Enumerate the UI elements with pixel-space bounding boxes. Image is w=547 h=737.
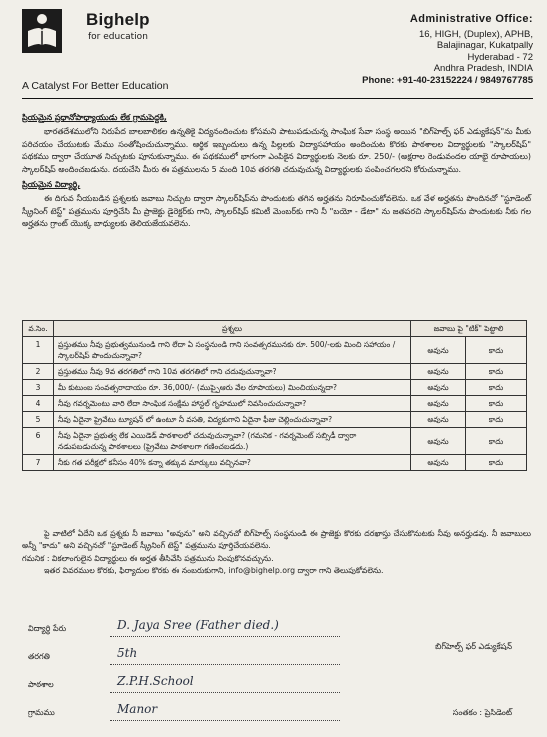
row-number: 3 <box>23 380 54 396</box>
answer-no[interactable]: కాదు <box>466 337 527 364</box>
tagline: A Catalyst For Better Education <box>22 80 169 92</box>
class-label: తరగతి <box>28 652 50 661</box>
name-label: విద్యార్థి పేరు <box>28 624 67 633</box>
name-line <box>110 636 340 637</box>
president-signature: సంతకం : ప్రెసిడెంట్ <box>452 708 512 717</box>
table-row <box>23 396 527 412</box>
village-label: గ్రామము <box>28 708 55 717</box>
form-row-school <box>22 674 532 702</box>
intro-paragraph: భారతదేశములోని నిరుపేద బాలబాలికల ఉన్నతికై విద్యనందించుట కోసమని పాటుపడుచున్న సాంఘిక సేవా సంస్థ అయిన "బిగ్‌హెల్ప్ ఫర్ ఎడ్యుకేషన్"ను మీకు పరిచయం చేయుటకు మేము సంతోషించుచున్నాము. ఆర్థిక ఇబ్బందులు ఉన్న పిల్లలకు విద్యాసహాయం అందించుట కొరకు పాఠశాలల విద్యార్థులకు "స్కాలర్‌షిప్" పథకము ద్వారా చేయూత నిచ్చుటకు పూనుకున్నాము. ఈ పథకములో భాగంగా ఎంపికైన విద్యార్థులకు నెలకు రూ. 250/- (అక్షరాల రెండువందల యాభై రూపాయలు) స్కాలర్‌షిప్ అందించబడును. దయచేసి మీరు ఈ పత్రములను 5 మంది 10వ తరగతి చదువుచున్న విద్యార్థులకు పంపించగలరని కోరుచున్నాము. <box>22 127 531 174</box>
answer-no[interactable]: కాదు <box>466 380 527 396</box>
address-line: Balajinagar, Kukatpally <box>436 40 533 51</box>
answer-yes[interactable]: అవును <box>411 380 466 396</box>
answer-yes[interactable]: అవును <box>411 396 466 412</box>
letter-body <box>22 112 531 234</box>
answer-yes[interactable]: అవును <box>411 364 466 380</box>
answer-no[interactable]: కాదు <box>466 428 527 455</box>
table-row <box>23 380 527 396</box>
answer-yes[interactable]: అవును <box>411 455 466 471</box>
answer-no[interactable]: కాదు <box>466 412 527 428</box>
class-value[interactable]: 5th <box>117 646 138 660</box>
note-remark: గమనిక : వికలాంగులైన విద్యార్థులు ఈ అర్హత తీసివేసి పత్రమును నింపుకొనవచ్చును. <box>22 553 274 563</box>
row-number: 4 <box>23 396 54 412</box>
table-row <box>23 412 527 428</box>
student-details-form <box>22 618 532 730</box>
office-title: Administrative Office: <box>409 13 533 25</box>
address-line: 16, HIGH, (Duplex), APHB, <box>418 28 533 40</box>
row-question: మీ కుటుంబ సంవత్సరాదాయం రూ. 36,000/- (ముప్పైఆరు వేల రూపాయలు) మించియున్నదా? <box>54 380 411 396</box>
row-number: 6 <box>23 428 54 455</box>
student-salutation: ప్రియమైన విద్యార్థి, <box>22 180 81 190</box>
row-number: 1 <box>23 337 54 364</box>
instructions-paragraph: ఈ దిగువ నీయబడిన ప్రశ్నలకు జవాబు నిచ్చుట ద్వారా స్కాలర్‌షిప్‌ను పొందుటకు తగిన అర్హతను నిరూపించుకోవలెను. ఒక వేళ అర్హతను పొందినచో "స్టూడెంట్ స్క్రీనింగ్ టెస్ట్" పత్రమును పూర్తిచేసి మీ ప్రాజెక్టు డైరెక్టర్‌కు గాని, స్కాలర్‌షిప్ కమిటీ మెంబర్‌కు గాని నీ "బయో - డేటా" ను జతపరచి స్కాలర్‌షిప్‌ను పొందుటకు నీకు గల అర్హతను గ్రాంట్ యొక్క బాధ్యులకు తెలియజేయవలెను. <box>22 194 531 229</box>
answer-no[interactable]: కాదు <box>466 455 527 471</box>
note-paragraph: పై వాటిలో ఏదేని ఒక ప్రశ్నకు నీ జవాబు "అవును" అని వచ్చినచో బిగ్‌హెల్ప్ సంస్థనుండి ఈ ప్రాజెక్టు కొరకు దరఖాస్తు చేసుకొనుటకు నీవు అనర్హుడవు. నీ జవాబులు అన్నీ "కాదు" అని వచ్చినచో "స్టూడెంట్ స్క్రీనింగ్ టెస్ట్" పత్రమును పూర్తిచేయవలెను. <box>22 529 531 550</box>
office-address-block <box>313 14 533 86</box>
brand-name: Bighelp <box>86 10 150 29</box>
org-signatory: బిగ్‌హెల్ప్ ఫర్ ఎడ్యుకేషన్ <box>435 642 512 651</box>
name-value[interactable]: D. Jaya Sree (Father died.) <box>117 618 279 632</box>
row-question: నీకు గత పరీక్షలో కనీసం 40% కన్నా తక్కువ మార్కులు వచ్చినవా? <box>54 455 411 471</box>
table-row <box>23 364 527 380</box>
school-value[interactable]: Z.P.H.School <box>117 674 194 688</box>
eligibility-table <box>22 320 527 471</box>
table-row <box>23 337 527 364</box>
row-question: ప్రస్తుతము నీవు 9వ తరగతిలో గాని 10వ తరగతిలో గాని చదువుచున్నావా? <box>54 364 411 380</box>
village-line <box>110 720 340 721</box>
table-row <box>23 428 527 455</box>
village-value[interactable]: Manor <box>117 702 158 716</box>
header-divider <box>22 98 533 99</box>
row-question: నీవు ఏదైనా ప్రభుత్వ లేక ఎయిడెడ్ పాఠశాలలో చదువుచున్నావా? (గమనిక - గవర్నమెంట్ సబ్సిడీ ద్వారా నడుపబడుచున్న పాఠశాలలు (ప్రైవేటు పాఠశాలగా గణించబడదు.) <box>54 428 411 455</box>
table-row <box>23 455 527 471</box>
school-line <box>110 692 340 693</box>
address-line: Andhra Pradesh, INDIA <box>433 63 533 74</box>
salutation: ప్రియమైన ప్రధానోపాధ్యాయుడు లేక గ్రామపెద్దకి, <box>22 113 167 122</box>
contact-paragraph: ఇతర వివరముల కొరకు, ఫిర్యాదుల కొరకు ఈ నంబరుకుగాని, info@bighelp.org ద్వారా గాని తెలుపుకోవలెను. <box>44 566 384 576</box>
brand-subtitle: for education <box>88 32 148 42</box>
row-question: నీవు గవర్నమెంటు వారి లేదా సాంఘిక సంక్షేమ హాస్టల్ గృహములో నివసించుచున్నావా? <box>54 396 411 412</box>
answer-no[interactable]: కాదు <box>466 396 527 412</box>
address-line: Hyderabad - 72 <box>467 51 533 63</box>
answer-yes[interactable]: అవును <box>411 428 466 455</box>
row-number: 7 <box>23 455 54 471</box>
book-person-logo-icon <box>22 9 62 53</box>
answer-no[interactable]: కాదు <box>466 364 527 380</box>
answer-yes[interactable]: అవును <box>411 412 466 428</box>
answer-yes[interactable]: అవును <box>411 337 466 364</box>
row-question: నీవు ఏదైనా ప్రైవేటు ట్యూషన్ లో ఉంటూ నీ వసతి, విద్యకుగాని ఏదైనా ఫీజు చెల్లించుచున్నావా? <box>54 412 411 428</box>
col-number: వ.సెం. <box>23 321 54 337</box>
row-number: 5 <box>23 412 54 428</box>
row-number: 2 <box>23 364 54 380</box>
class-line <box>110 664 340 665</box>
phone-number: Phone: +91-40-23152224 / 9849767785 <box>362 74 533 86</box>
notes-block <box>22 528 531 578</box>
col-question: ప్రశ్నలు <box>54 321 411 337</box>
col-answer: జవాబు పై "టిక్" పెట్టాలి <box>411 321 527 337</box>
school-label: పాఠశాల <box>28 680 54 689</box>
row-question: ప్రస్తుతము నీవు ప్రభుత్వమునుండి గాని లేదా ఏ సంస్థనుండి గాని సంవత్సరమునకు రూ. 500/-లకు మించి సహాయం / స్కాలర్‌షిప్ పొందుచున్నావా? <box>54 337 411 364</box>
